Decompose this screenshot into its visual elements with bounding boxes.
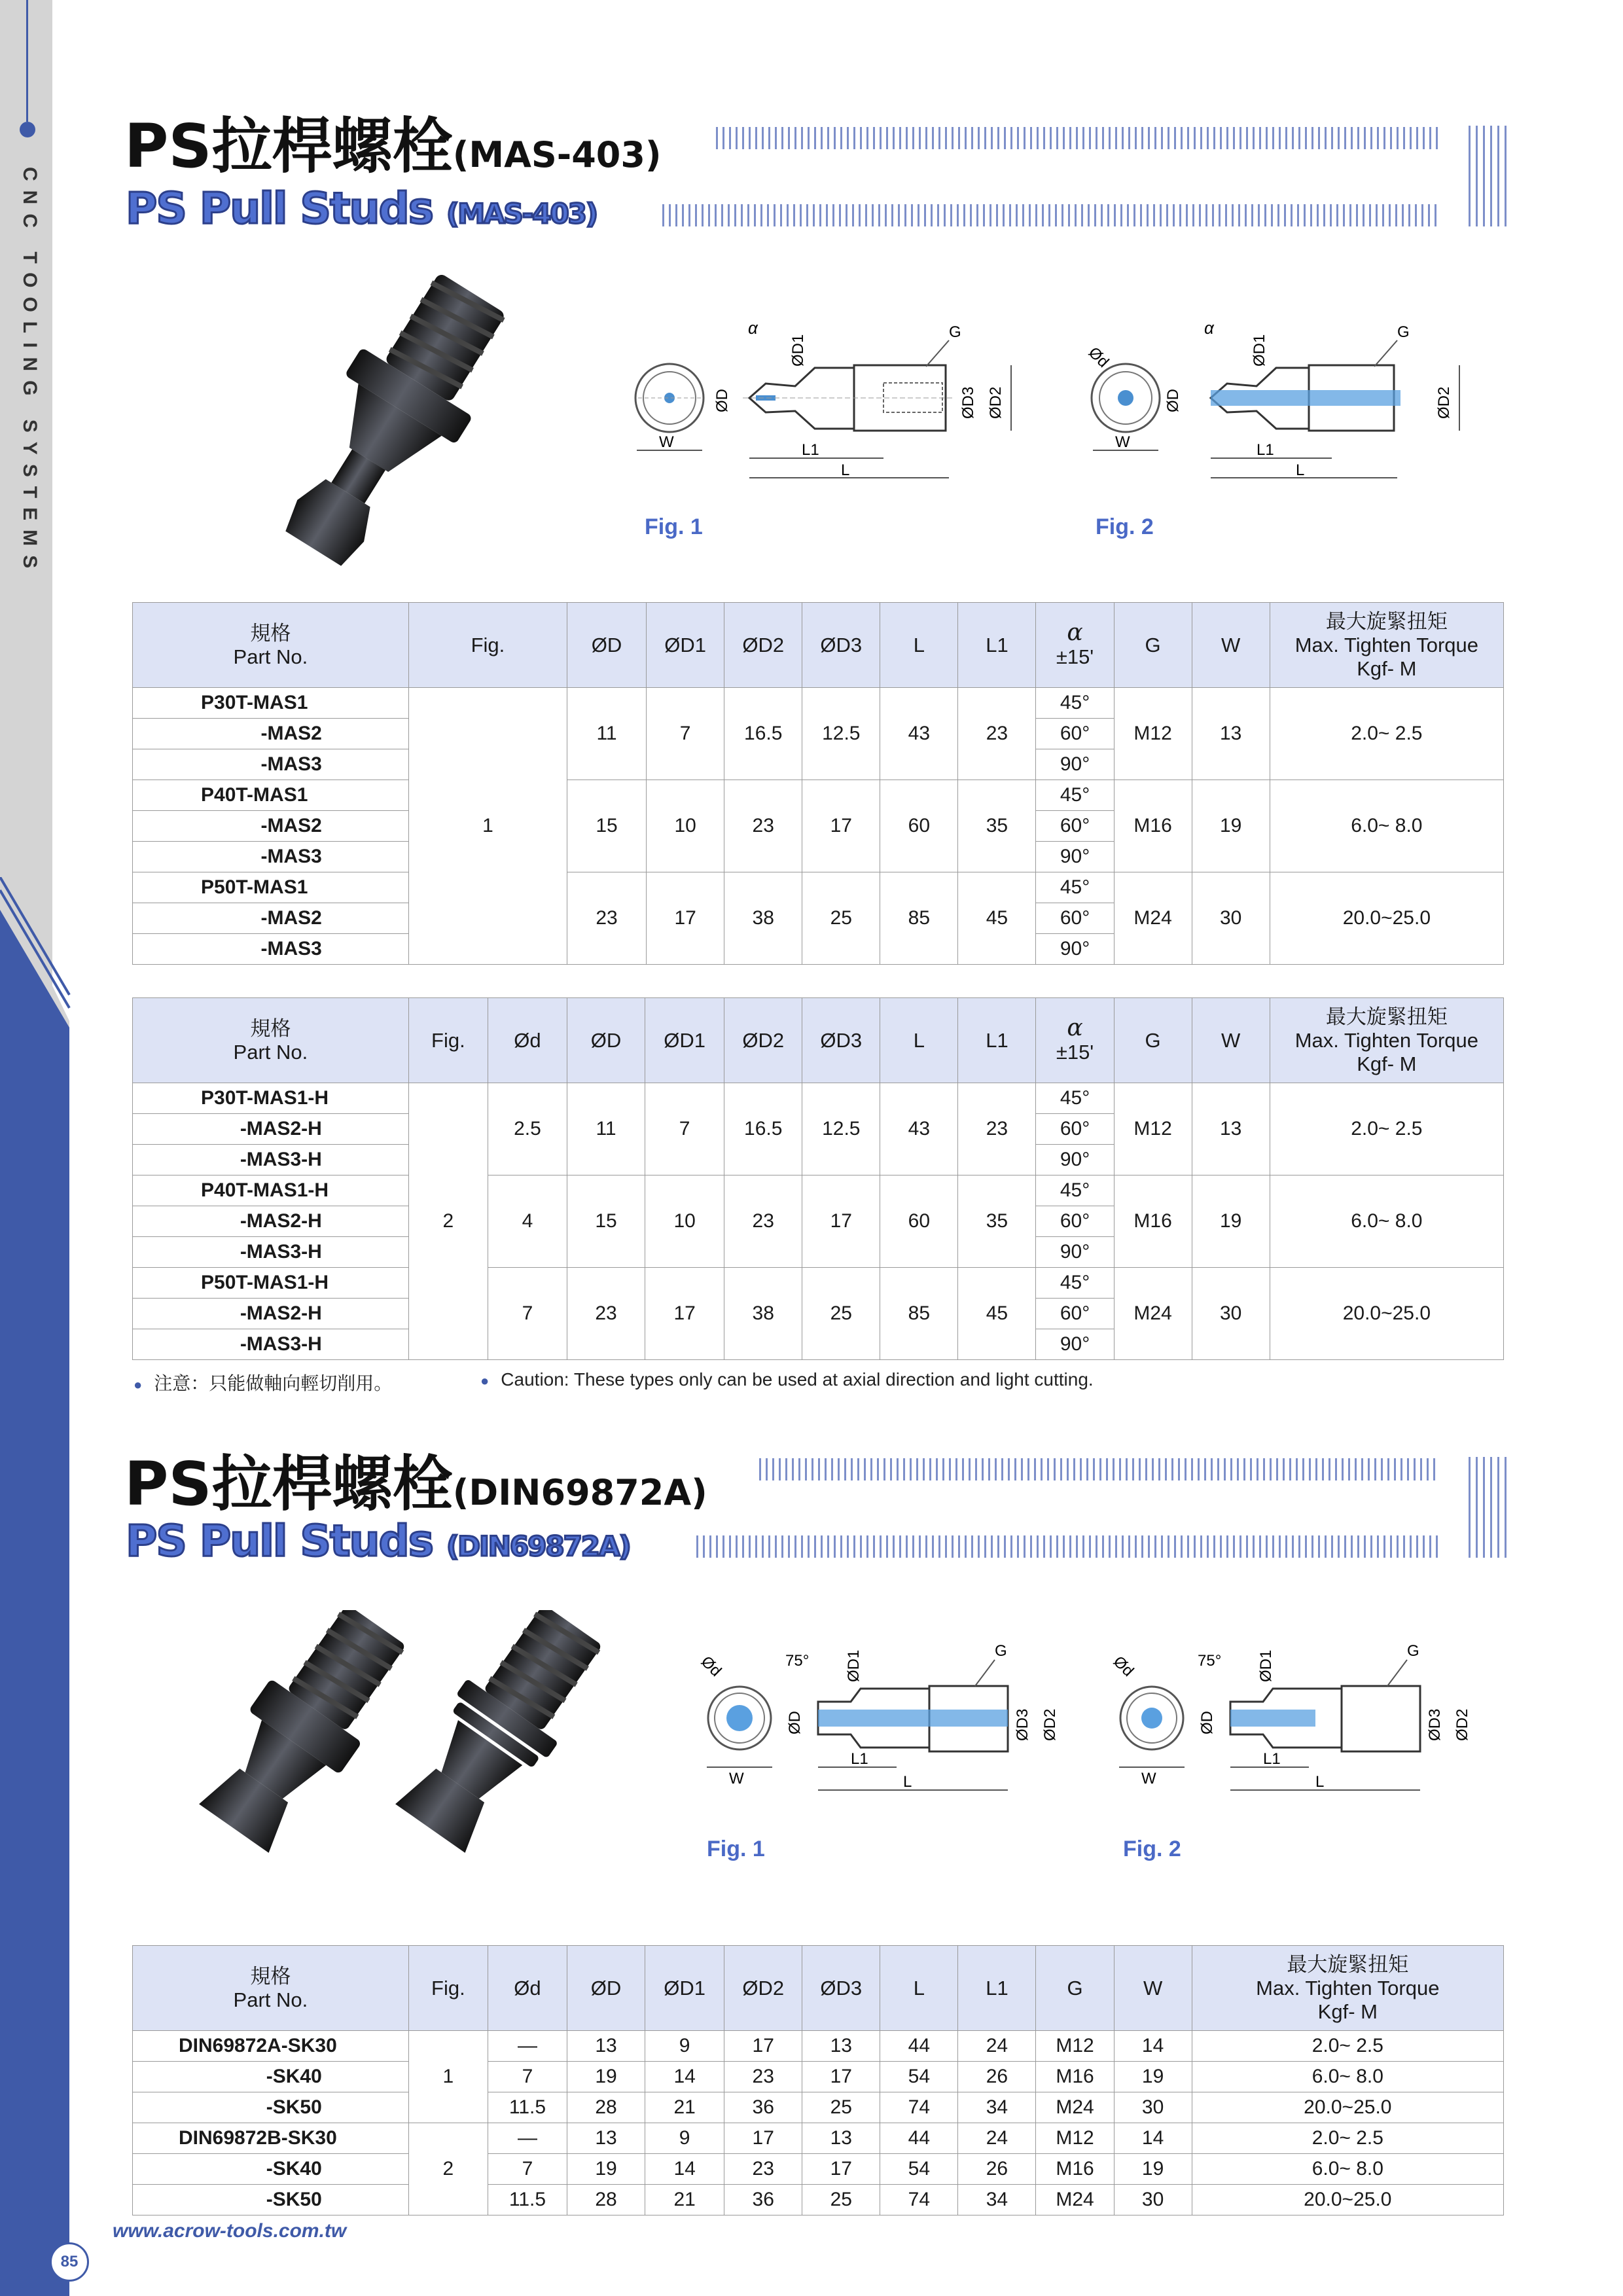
d-cell: 11 (567, 1083, 645, 1175)
tq-cell: 6.0~ 8.0 (1270, 780, 1503, 872)
s1-fig2-caption: Fig. 2 (1096, 514, 1154, 539)
l-cell: 74 (880, 2092, 958, 2123)
l1-cell: 45 (958, 872, 1036, 965)
col-d2: ØD2 (724, 998, 802, 1083)
s2-fig2-caption: Fig. 2 (1123, 1837, 1181, 1861)
fig-cell: 1 (408, 2031, 488, 2123)
alpha-cell: 90° (1036, 1237, 1114, 1268)
part-no-cell: -SK40 (133, 2062, 409, 2092)
part-no-cell: -MAS3 (133, 842, 409, 872)
part-no-cell: -SK40 (133, 2154, 409, 2185)
col-torque: 最大旋緊扭矩 Max. Tighten Torque Kgf- M (1270, 998, 1503, 1083)
svg-text:L1: L1 (1257, 441, 1274, 459)
d1-cell: 17 (647, 872, 724, 965)
g-cell: M16 (1036, 2062, 1114, 2092)
svg-text:G: G (995, 1642, 1007, 1660)
svg-text:ØD1: ØD1 (845, 1649, 863, 1682)
svg-text:L: L (1296, 461, 1305, 479)
section1-corner-stripes (1469, 126, 1507, 226)
alpha-cell: 60° (1036, 811, 1114, 842)
l1-cell: 26 (958, 2062, 1036, 2092)
w-cell: 19 (1192, 780, 1270, 872)
diagram-din-fig2 (1099, 1636, 1492, 1806)
tq-cell: 20.0~25.0 (1270, 1268, 1503, 1360)
l1-cell: 35 (958, 1175, 1036, 1268)
g-cell: M16 (1114, 1175, 1192, 1268)
col-torque: 最大旋緊扭矩 Max. Tighten Torque Kgf- M (1270, 603, 1503, 688)
sidebar-diagonal-stripes (0, 877, 72, 1034)
alpha-cell: 45° (1036, 780, 1114, 811)
table-row (133, 2031, 1504, 2062)
d3-cell: 17 (802, 1175, 880, 1268)
svg-text:Ød: Ød (697, 1653, 725, 1680)
d2-cell: 23 (724, 2062, 802, 2092)
part-no-cell: DIN69872B-SK30 (133, 2123, 409, 2154)
d2-cell: 36 (724, 2092, 802, 2123)
part-no-cell: -MAS2 (133, 903, 409, 934)
svg-text:ØD: ØD (786, 1711, 804, 1734)
sd-cell: 11.5 (488, 2185, 567, 2215)
g-cell: M16 (1036, 2154, 1114, 2185)
svg-text:L: L (903, 1773, 912, 1791)
l1-cell: 34 (958, 2185, 1036, 2215)
part-no-cell: -SK50 (133, 2185, 409, 2215)
alpha-cell: 60° (1036, 903, 1114, 934)
tq-cell: 20.0~25.0 (1270, 872, 1503, 965)
section2-title: PS拉桿螺栓(DIN69872A) (124, 1449, 707, 1519)
pull-stud-photo-din (154, 1610, 665, 1898)
d3-cell: 13 (802, 2123, 880, 2154)
alpha-cell: 60° (1036, 1206, 1114, 1237)
svg-text:G: G (949, 323, 961, 341)
table-header-row (133, 998, 1504, 1083)
diagram-din-fig1 (687, 1636, 1080, 1806)
pull-stud-photo-mas (223, 275, 556, 583)
l1-cell: 24 (958, 2031, 1036, 2062)
col-alpha: α ±15' (1036, 998, 1114, 1083)
d-cell: 15 (567, 1175, 645, 1268)
l1-cell: 45 (958, 1268, 1036, 1360)
d1-cell: 21 (645, 2092, 724, 2123)
d2-cell: 38 (724, 872, 802, 965)
sd-cell: 11.5 (488, 2092, 567, 2123)
table-row (133, 1083, 1504, 1114)
fig-cell: 2 (408, 1083, 488, 1360)
d2-cell: 16.5 (724, 688, 802, 780)
d3-cell: 17 (802, 780, 880, 872)
col-d3: ØD3 (802, 1946, 880, 2031)
l-cell: 54 (880, 2154, 958, 2185)
svg-text:ØD2: ØD2 (1435, 386, 1453, 419)
part-no-cell: -MAS2 (133, 811, 409, 842)
w-cell: 30 (1192, 1268, 1270, 1360)
svg-text:ØD3: ØD3 (959, 386, 977, 419)
d2-cell: 38 (724, 1268, 802, 1360)
note-en: ● Caution: These types only can be used at axial direction and light cutting. (480, 1369, 1094, 1390)
table-row (133, 780, 1504, 811)
svg-text:G: G (1407, 1642, 1419, 1660)
d2-cell: 23 (724, 780, 802, 872)
sd-cell: 7 (488, 1268, 567, 1360)
d3-cell: 13 (802, 2031, 880, 2062)
note-cn: ● 注意：只能做軸向輕切削用。 (134, 1373, 393, 1393)
col-w: W (1114, 1946, 1192, 2031)
part-no-cell: -MAS3 (133, 749, 409, 780)
part-no-cell: -MAS3 (133, 934, 409, 965)
col-g: G (1114, 603, 1192, 688)
col-l1: L1 (958, 603, 1036, 688)
page-number: 85 (50, 2242, 89, 2282)
svg-text:W: W (1141, 1770, 1156, 1787)
col-part-no: 規格 Part No. (133, 998, 409, 1083)
section2-title-stripes (759, 1458, 1440, 1480)
spec-table-din (132, 1945, 1504, 2215)
col-fig: Fig. (408, 603, 567, 688)
sd-cell: — (488, 2123, 567, 2154)
col-l: L (880, 998, 958, 1083)
section1-title-stripes (716, 127, 1440, 149)
svg-text:ØD3: ØD3 (1426, 1708, 1444, 1741)
g-cell: M12 (1036, 2123, 1114, 2154)
spec-table-mas-h (132, 997, 1504, 1360)
l1-cell: 34 (958, 2092, 1036, 2123)
d2-cell: 23 (724, 2154, 802, 2185)
sd-cell: 7 (488, 2062, 567, 2092)
col-d1: ØD1 (647, 603, 724, 688)
table-row (133, 688, 1504, 719)
l-cell: 54 (880, 2062, 958, 2092)
svg-text:W: W (659, 433, 674, 451)
alpha-cell: 45° (1036, 688, 1114, 719)
col-g: G (1114, 998, 1192, 1083)
l1-cell: 23 (958, 688, 1036, 780)
alpha-cell: 45° (1036, 1083, 1114, 1114)
d-cell: 23 (567, 1268, 645, 1360)
table-row (133, 872, 1504, 903)
alpha-cell: 45° (1036, 1268, 1114, 1299)
l1-cell: 26 (958, 2154, 1036, 2185)
svg-text:L1: L1 (1263, 1750, 1281, 1768)
s1-fig1-caption: Fig. 1 (645, 514, 703, 539)
svg-text:L: L (841, 461, 850, 479)
d2-cell: 16.5 (724, 1083, 802, 1175)
table-row (133, 2123, 1504, 2154)
fig-cell: 1 (408, 688, 567, 965)
svg-text:W: W (1115, 433, 1130, 451)
col-d: ØD (567, 998, 645, 1083)
col-l: L (880, 603, 958, 688)
svg-text:ØD1: ØD1 (789, 334, 807, 367)
part-no-cell: -MAS2-H (133, 1114, 409, 1145)
part-no-cell: -MAS2-H (133, 1206, 409, 1237)
d-cell: 13 (567, 2031, 645, 2062)
d2-cell: 23 (724, 1175, 802, 1268)
w-cell: 14 (1114, 2123, 1192, 2154)
tq-cell: 6.0~ 8.0 (1192, 2062, 1503, 2092)
l-cell: 60 (880, 780, 958, 872)
col-d1: ØD1 (645, 998, 724, 1083)
l-cell: 44 (880, 2123, 958, 2154)
alpha-cell: 45° (1036, 1175, 1114, 1206)
diagram-mas-fig2 (1073, 321, 1479, 491)
l-cell: 43 (880, 688, 958, 780)
svg-text:75°: 75° (1198, 1652, 1222, 1670)
col-d: ØD (567, 603, 647, 688)
d1-cell: 14 (645, 2062, 724, 2092)
sd-cell: 7 (488, 2154, 567, 2185)
d1-cell: 9 (645, 2031, 724, 2062)
g-cell: M24 (1036, 2092, 1114, 2123)
d1-cell: 10 (647, 780, 724, 872)
g-cell: M16 (1114, 780, 1192, 872)
alpha-cell: 60° (1036, 719, 1114, 749)
svg-text:L1: L1 (851, 1750, 868, 1768)
part-no-cell: P40T-MAS1-H (133, 1175, 409, 1206)
sd-cell: — (488, 2031, 567, 2062)
svg-text:ØD: ØD (1198, 1711, 1216, 1734)
svg-text:G: G (1397, 323, 1410, 341)
table-header-row (133, 603, 1504, 688)
d3-cell: 17 (802, 2154, 880, 2185)
alpha-cell: 45° (1036, 872, 1114, 903)
part-no-cell: -MAS2 (133, 719, 409, 749)
svg-text:α: α (1204, 321, 1214, 338)
d-cell: 15 (567, 780, 647, 872)
part-no-cell: P30T-MAS1-H (133, 1083, 409, 1114)
g-cell: M12 (1114, 1083, 1192, 1175)
table-row (133, 2185, 1504, 2215)
section1-subtitle: PS Pull Studs (MAS-403) (126, 183, 597, 234)
section1-subtitle-stripes (662, 204, 1440, 226)
alpha-cell: 90° (1036, 749, 1114, 780)
d-cell: 19 (567, 2062, 645, 2092)
section2-subtitle: PS Pull Studs (DIN69872A) (126, 1516, 630, 1566)
table-header-row (133, 1946, 1504, 2031)
col-d3: ØD3 (802, 603, 880, 688)
d1-cell: 17 (645, 1268, 724, 1360)
w-cell: 30 (1114, 2185, 1192, 2215)
g-cell: M12 (1114, 688, 1192, 780)
diagram-mas-fig1 (625, 321, 1031, 491)
d3-cell: 12.5 (802, 1083, 880, 1175)
l-cell: 85 (880, 872, 958, 965)
table-row (133, 2154, 1504, 2185)
svg-text:Ød: Ød (1084, 344, 1113, 371)
d-cell: 19 (567, 2154, 645, 2185)
alpha-cell: 60° (1036, 1299, 1114, 1329)
section1-title: PS拉桿螺栓(MAS-403) (124, 111, 662, 181)
l-cell: 74 (880, 2185, 958, 2215)
svg-text:ØD2: ØD2 (1454, 1708, 1471, 1741)
svg-text:α: α (748, 321, 758, 338)
alpha-cell: 90° (1036, 1329, 1114, 1360)
part-no-cell: -MAS3-H (133, 1329, 409, 1360)
svg-text:Ød: Ød (1109, 1653, 1137, 1680)
section2-corner-stripes (1469, 1457, 1507, 1558)
d1-cell: 21 (645, 2185, 724, 2215)
d1-cell: 10 (645, 1175, 724, 1268)
l-cell: 85 (880, 1268, 958, 1360)
col-alpha: α ±15' (1036, 603, 1114, 688)
part-no-cell: -MAS2-H (133, 1299, 409, 1329)
part-no-cell: DIN69872A-SK30 (133, 2031, 409, 2062)
g-cell: M12 (1036, 2031, 1114, 2062)
d3-cell: 25 (802, 2185, 880, 2215)
col-w: W (1192, 998, 1270, 1083)
table-row (133, 1268, 1504, 1299)
fig-cell: 2 (408, 2123, 488, 2215)
g-cell: M24 (1036, 2185, 1114, 2215)
col-d2: ØD2 (724, 603, 802, 688)
d-cell: 11 (567, 688, 647, 780)
col-d2: ØD2 (724, 1946, 802, 2031)
d1-cell: 9 (645, 2123, 724, 2154)
d3-cell: 25 (802, 872, 880, 965)
d1-cell: 7 (647, 688, 724, 780)
l1-cell: 24 (958, 2123, 1036, 2154)
col-d3: ØD3 (802, 998, 880, 1083)
d-cell: 23 (567, 872, 647, 965)
d3-cell: 17 (802, 2062, 880, 2092)
col-sd: Ød (488, 998, 567, 1083)
d-cell: 28 (567, 2092, 645, 2123)
col-d1: ØD1 (645, 1946, 724, 2031)
sd-cell: 4 (488, 1175, 567, 1268)
g-cell: M24 (1114, 1268, 1192, 1360)
part-no-cell: P50T-MAS1-H (133, 1268, 409, 1299)
l-cell: 43 (880, 1083, 958, 1175)
w-cell: 19 (1192, 1175, 1270, 1268)
part-no-cell: -MAS3-H (133, 1237, 409, 1268)
svg-text:ØD1: ØD1 (1257, 1649, 1275, 1682)
svg-text:L1: L1 (802, 441, 819, 459)
svg-text:W: W (729, 1770, 744, 1787)
svg-text:ØD2: ØD2 (987, 386, 1005, 419)
d2-cell: 17 (724, 2031, 802, 2062)
alpha-cell: 90° (1036, 1145, 1114, 1175)
alpha-cell: 90° (1036, 842, 1114, 872)
alpha-cell: 60° (1036, 1114, 1114, 1145)
tq-cell: 2.0~ 2.5 (1270, 1083, 1503, 1175)
table-row (133, 1175, 1504, 1206)
d3-cell: 25 (802, 1268, 880, 1360)
part-no-cell: P50T-MAS1 (133, 872, 409, 903)
section2-subtitle-stripes (696, 1535, 1440, 1558)
alpha-cell: 90° (1036, 934, 1114, 965)
d1-cell: 14 (645, 2154, 724, 2185)
d1-cell: 7 (645, 1083, 724, 1175)
col-fig: Fig. (408, 1946, 488, 2031)
tq-cell: 20.0~25.0 (1192, 2185, 1503, 2215)
part-no-cell: P40T-MAS1 (133, 780, 409, 811)
d3-cell: 12.5 (802, 688, 880, 780)
col-sd: Ød (488, 1946, 567, 2031)
w-cell: 30 (1114, 2092, 1192, 2123)
sidebar-line (26, 0, 28, 122)
part-no-cell: -SK50 (133, 2092, 409, 2123)
col-g: G (1036, 1946, 1114, 2031)
sidebar-text: CNC TOOLING SYSTEMS (19, 167, 41, 578)
table-row (133, 2062, 1504, 2092)
tq-cell: 2.0~ 2.5 (1270, 688, 1503, 780)
table-row (133, 2092, 1504, 2123)
svg-text:ØD1: ØD1 (1251, 334, 1268, 367)
w-cell: 19 (1114, 2154, 1192, 2185)
d-cell: 28 (567, 2185, 645, 2215)
sd-cell: 2.5 (488, 1083, 567, 1175)
svg-text:ØD2: ØD2 (1041, 1708, 1059, 1741)
svg-text:75°: 75° (785, 1652, 810, 1670)
d2-cell: 17 (724, 2123, 802, 2154)
s2-fig1-caption: Fig. 1 (707, 1837, 765, 1861)
spec-table-mas (132, 602, 1504, 965)
website-url: www.acrow-tools.com.tw (113, 2220, 347, 2242)
col-l1: L1 (958, 1946, 1036, 2031)
tq-cell: 20.0~25.0 (1192, 2092, 1503, 2123)
l-cell: 44 (880, 2031, 958, 2062)
col-fig: Fig. (408, 998, 488, 1083)
tq-cell: 6.0~ 8.0 (1192, 2154, 1503, 2185)
sidebar-band-blue (0, 1021, 69, 2296)
w-cell: 13 (1192, 1083, 1270, 1175)
svg-text:ØD: ØD (713, 389, 731, 412)
part-no-cell: P30T-MAS1 (133, 688, 409, 719)
w-cell: 19 (1114, 2062, 1192, 2092)
d-cell: 13 (567, 2123, 645, 2154)
l-cell: 60 (880, 1175, 958, 1268)
col-part-no: 規格 Part No. (133, 603, 409, 688)
w-cell: 14 (1114, 2031, 1192, 2062)
tq-cell: 2.0~ 2.5 (1192, 2031, 1503, 2062)
l1-cell: 35 (958, 780, 1036, 872)
d3-cell: 25 (802, 2092, 880, 2123)
col-l1: L1 (958, 998, 1036, 1083)
col-l: L (880, 1946, 958, 2031)
col-torque: 最大旋緊扭矩 Max. Tighten Torque Kgf- M (1192, 1946, 1503, 2031)
g-cell: M24 (1114, 872, 1192, 965)
col-w: W (1192, 603, 1270, 688)
w-cell: 30 (1192, 872, 1270, 965)
sidebar-dot (20, 122, 35, 137)
col-d: ØD (567, 1946, 645, 2031)
l1-cell: 23 (958, 1083, 1036, 1175)
d2-cell: 36 (724, 2185, 802, 2215)
tq-cell: 2.0~ 2.5 (1192, 2123, 1503, 2154)
svg-text:ØD3: ØD3 (1014, 1708, 1031, 1741)
svg-text:L: L (1315, 1773, 1325, 1791)
w-cell: 13 (1192, 688, 1270, 780)
part-no-cell: -MAS3-H (133, 1145, 409, 1175)
tq-cell: 6.0~ 8.0 (1270, 1175, 1503, 1268)
col-part-no: 規格 Part No. (133, 1946, 409, 2031)
svg-text:ØD: ØD (1164, 389, 1182, 412)
